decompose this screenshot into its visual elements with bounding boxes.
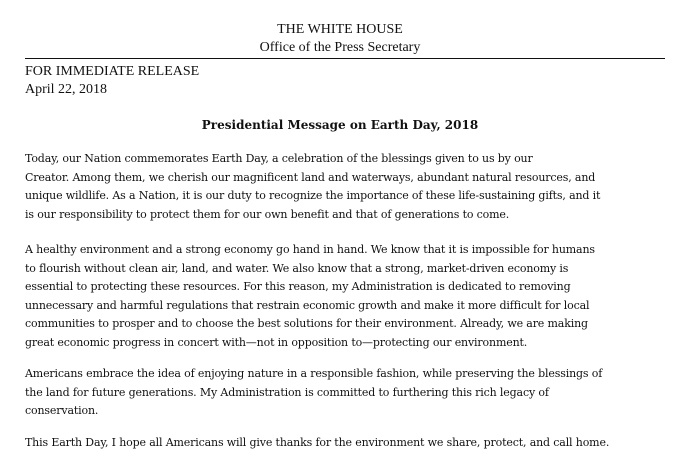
- paragraph-line: Creator. Among them, we cherish our magnificent land and waterways, abundant natural resources, and: [25, 170, 596, 184]
- paragraph-line: essential to protecting these resources. For this reason, my Administration is dedicated to removing: [25, 280, 571, 293]
- paragraph-line: A healthy environment and a strong economy go hand in hand. We know that it is impossible for humans: [25, 243, 595, 256]
- paragraph-line: the land for future generations. My Administration is committed to furthering this rich legacy of: [25, 385, 549, 399]
- paragraph: [25, 150, 675, 224]
- paragraph-line: unique wildlife. As a Nation, it is our duty to recognize the importance of these life-sustaining gifts, and it: [25, 189, 601, 202]
- paragraph: [25, 434, 675, 453]
- paragraph-line: unnecessary and harmful regulations that restrain economic growth and make it more difficult for local: [25, 298, 590, 312]
- organization-name: THE WHITE HOUSE: [277, 22, 403, 37]
- paragraph: [25, 365, 675, 421]
- paragraph-line: is our responsibility to protect them for our own benefit and that of generations to come.: [25, 207, 510, 221]
- office-name: Office of the Press Secretary: [259, 40, 421, 55]
- header-divider: [25, 58, 665, 59]
- release-label: FOR IMMEDIATE RELEASE: [25, 64, 200, 79]
- paragraph-line: conservation.: [25, 404, 99, 417]
- release-date: April 22, 2018: [25, 82, 108, 97]
- paragraph-line: great economic progress in concert with—not in opposition to—protecting our environment.: [25, 335, 528, 349]
- paragraph-line: to flourish without clean air, land, and water. We also know that a strong, market-driven economy is: [25, 261, 569, 275]
- paragraph-line: Today, our Nation commemorates Earth Day, a celebration of the blessings given to us by our: [25, 152, 533, 165]
- paragraph-line: This Earth Day, I hope all Americans will give thanks for the environment we share, protect, and call home.: [25, 436, 610, 449]
- paragraph-line: communities to prosper and to choose the best solutions for their environment. Already, we are making: [25, 317, 588, 330]
- paragraph: [25, 241, 675, 352]
- document-title: Presidential Message on Earth Day, 2018: [201, 118, 479, 132]
- paragraph-line: Americans embrace the idea of enjoying nature in a responsible fashion, while preserving the blessings of: [25, 367, 603, 380]
